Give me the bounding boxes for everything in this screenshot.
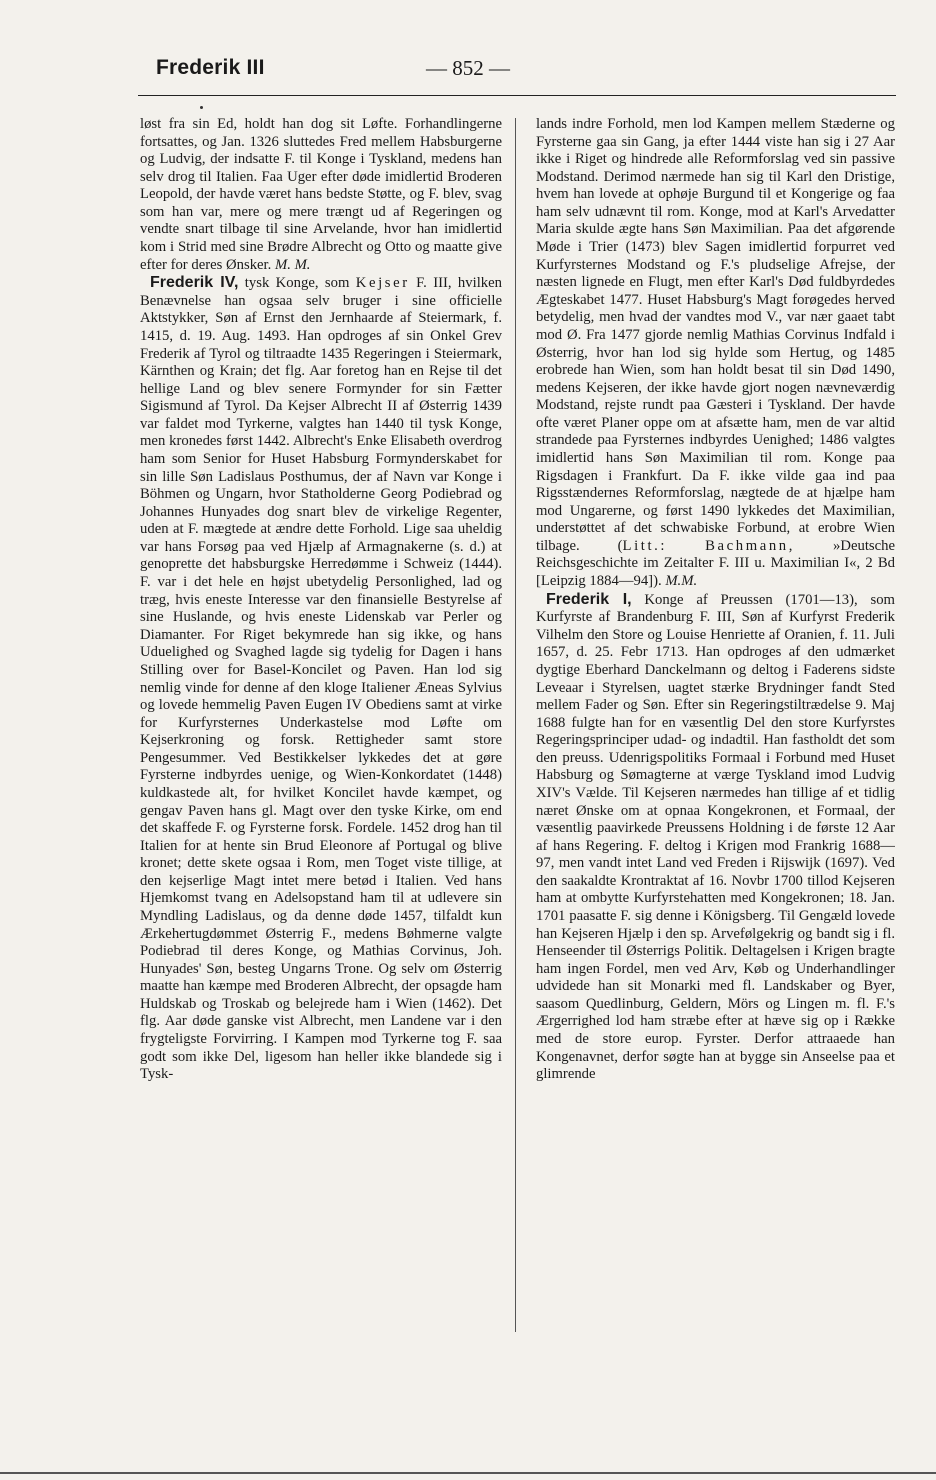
author-signature: M.M. (665, 573, 698, 590)
paragraph-text: F. III, hvilken Benævnelse han ogsaa selv bruger i sine officielle Aktstykker, Søn af Ernst den Jernhaarde af Steiermark, f. 1415, d. 19. Aug. 1493. Han opdroges af sin Onkel Grev Frederik af Tyrol og tiltraadte 1435 Regeringen i Steiermark, Kärnthen og Krain; det flg. Aar foretog han en Rejse til det hellige Land og blev senere Formynder for sin Fætter Sigismund af Tyrol. Da Kejser Albrecht II af Østerrig 1439 var faldet mod Tyrkerne, valgtes han 1440 til tysk Konge, men kronedes først 1442. Albrecht's Enke Elisabeth overdrog ham som Senior for Huset Habsburg Formynderskabet for sin lille Søn Ladislaus Posthumus, der af Navn var Konge i Böhmen og Ungarn, hvor Statholderne Georg Podiebrad og Johannes Hunyades dog snart blev de virkelige Regenter, uden at F. mægtede at ændre dette Forhold. Lige saa uheldig var hans Forsøg paa ved Hjælp af Armagnakerne (s. d.) at genoprette det habsburgske Herredømme i Schweiz (1444). F. var i det hele en højst ubetydelig Personlighed, lad og træg, hvis eneste Interesse var den finansielle Bestyrelse af sine Huslande, og hvis eneste Lidenskab var Perler og Diamanter. For Riget bekymrede han sig ikke, og hans Uduelighed og Svaghed lagde sig tydelig for Dagen i hans Stilling over for Basel-Koncilet og Paven. Han lod sig nemlig vinde for denne af den kloge Italiener Æneas Sylvius og lovede hemmelig Paven Eugen IV Obediens samt at virke for Kurfyrsternes Underkastelse mod Løfte om Kejserkroning og forsk. Rettigheder samt store Pengesummer. Ved Bestikkelser lykkedes det at gøre Fyrsterne indbyrdes uenige, og Wien-Konkordatet (1448) kuldkastede alt, for hvilket Koncilet havde kæmpet, og gengav Paven hans gl. Magt over den tyske Kirke, om end det skaffede F. og Fyrsterne forsk. Fordele. 1452 drog han til Italien for at hente sin Brud Eleonore af Portugal og blive kronet; dette skete ogsaa i Rom, men Toget viste tillige, at den kejserlige Magt intet mere betød i Italien. Ved hans Hjemkomst tvang en Adelsopstand ham til at udlevere sin Myndling Ladislaus, og da denne døde 1457, tilfaldt kun Ærkehertugdømmet Østerrig F., medens Bøhmerne valgte Podiebrad til deres Konge, og Mathias Corvinus, Joh. Hunyades' Søn, besteg Ungarns Trone. Og selv om Østerrig maatte han kæmpe med Broderen Albrecht, der opsagde ham Huldskab og Troskab og belejrede ham i Wien (1462). Det flg. Aar døde ganske vist Albrecht, men Landene var i den frygteligste Forvirring. I Kampen mod Tyrkerne tog F. saa godt som ikke Del, ligesom han heller ikke blandede sig i Tysk- (140, 275, 502, 1083)
header-rule (138, 95, 896, 96)
column-divider (515, 118, 516, 1332)
spaced-word: Litt.: (622, 537, 668, 554)
right-column (536, 116, 895, 1346)
spaced-word: Bachmann, (705, 537, 795, 554)
paragraph-text: løst fra sin Ed, holdt han dog sit Løfte. Forhandlingerne fortsattes, og Jan. 1326 sluttedes Fred mellem Habsburgerne og Ludvig, der indsatte F. til Konge i Tyskland, medens han selv drog til Italien. Faa Uger efter døde imidlertid Broderen Leopold, der havde været hans bedste Støtte, og F. blev, svag som han var, mere og mere trængt ud af Regeringen og vendte snart tilbage til sine Arvelande, hvor han imidlertid kom i Strid med sine Brødre Albrecht og Otto og maatte give efter for deres Ønsker. (140, 116, 502, 273)
left-column (140, 116, 502, 1346)
paragraph-text: Konge af Preussen (1701—13), som Kurfyrste af Brandenburg F. III, Søn af Kurfyrst Frederik Vilhelm den Store og Louise Henriette af Oranien, f. 11. Juli 1657, d. 25. Febr 1713. Han opdroges af den udmærket dygtige Eberhard Danckelmann og deltog i Faderens sidste Leveaar i Styrelsen, uagtet stærke Brydninger fandt Sted mellem Fader og Søn. Efter sin Regeringstiltrædelse 9. Maj 1688 fulgte han for en væsentlig Del den store Kurfyrstes Regeringsprinciper udad- og indadtil. Han fastholdt det som den preuss. Udenrigspolitiks Formaal i Forbund med Huset Habsburg og Sømagterne at værge Tyskland imod Ludvig XIV's Vælde. Til Kejseren nærmedes han tillige af et tidlig næret Ønske om at opnaa Kongekronen, et Formaal, der væsentlig paavirkede Preussens Holdning i de første 12 Aar af hans Regering. F. deltog i Krigen mod Frankrig 1688—97, men vandt intet Land ved Freden i Rijswijk (1697). Ved den saakaldte Krontraktat af 16. Novbr 1700 tillod Kejseren ham at ombytte Kurfyrstehatten med Kongekronen; 18. Jan. 1701 paasatte F. sig denne i Königsberg. Til Gengæld lovede han Kejseren Hjælp i den sp. Arvefølgekrig og bandt sig i fl. Henseender til Østerrigs Politik. Deltagelsen i Krigen bragte ham ingen Fordel, men ved Arv, Køb og Underhandlinger udvidede han sit Monarki med fl. Landskaber og Byer, saasom Quedlinburg, Geldern, Mörs og Lingen m. fl. F.'s Ærgerrighed lod ham stræbe efter at hæve sig op i Række med de store europ. Fyrster. Derfor attraaede han Kongenavnet, derfor søgte han at bygge sin Anseelse paa et glimrende (536, 591, 895, 1083)
page-edge (0, 1472, 936, 1474)
print-speck (200, 106, 203, 109)
entry-frederik-iv (140, 274, 502, 1084)
entry-headword: Frederik I, (546, 590, 632, 608)
author-signature: M. M. (274, 256, 311, 273)
entry-frederik-i (536, 591, 895, 1084)
page-number: — 852 — (426, 56, 510, 80)
entry-headword: Frederik IV, (150, 274, 239, 292)
paragraph-text: lands indre Forhold, men lod Kampen mellem Stæderne og Fyrsterne gaa sin Gang, ja efter 1444 viste han sig i 27 Aar ikke i Riget og hindrede alle Reformforslag ved sin passive Modstand. Derimod nærmede han sig til Karl den Dristige, hvem han lovede at ophøje Burgund til et Kongerige og faa ham selv udnævnt til rom. Konge, mod at Karl's Arvedatter Maria skulde ægte hans Søn Maximilian. Paa det afgørende Møde i Trier (1473) blev Sagen imidlertid forpurret ved Kurfyrsternes Modstand og F.'s pludselige Afrejse, der næsten lignede en Flugt, men efter Karl's Død fuldbyrdedes Ægteskabet 1477. Huset Habsburg's Magt forøgedes herved betydelig, men hvad der vandtes mod V., var nær gaaet tabt mod Ø. Fra 1477 gjorde nemlig Mathias Corvinus Indfald i Østerrig, hvor han lod sig hylde som Hertug, og 1485 erobrede han Wien, som han holdt besat til sin Død 1490, medens Kejseren, der ikke havde gjort nogen nævneværdig Modstand, rejste rundt paa Gæsteri i Tyskland. Der havde ofte været Planer oppe om at afsætte ham, men de var altid strandede paa Fyrsternes indbyrdes Uenighed; 1486 valgtes imidlertid hans Søn Maximilian til rom. Konge paa Rigsdagen i Frankfurt. Da F. ikke vilde gaa ind paa Rigsstændernes Reformforslag, nægtede de at hjælpe ham mod Ungarerne, og først 1490 lykkedes det Maximilian, understøttet af det schwabiske Forbund, at erobre Wien tilbage. ( (536, 116, 895, 554)
running-head-title: Frederik III (156, 56, 265, 79)
paragraph-text: tysk Konge, som (238, 275, 356, 292)
entry-continuation (536, 116, 895, 591)
page-header (0, 0, 936, 100)
paragraph-text: »Deutsche Reichsgeschichte im Zeitalter F. III u. Maximilian I«, 2 Bd [Leipzig 1884—94]). (536, 537, 895, 590)
spaced-word: Kejser (355, 275, 410, 292)
entry-continuation (140, 116, 502, 274)
paragraph-text (667, 538, 705, 554)
